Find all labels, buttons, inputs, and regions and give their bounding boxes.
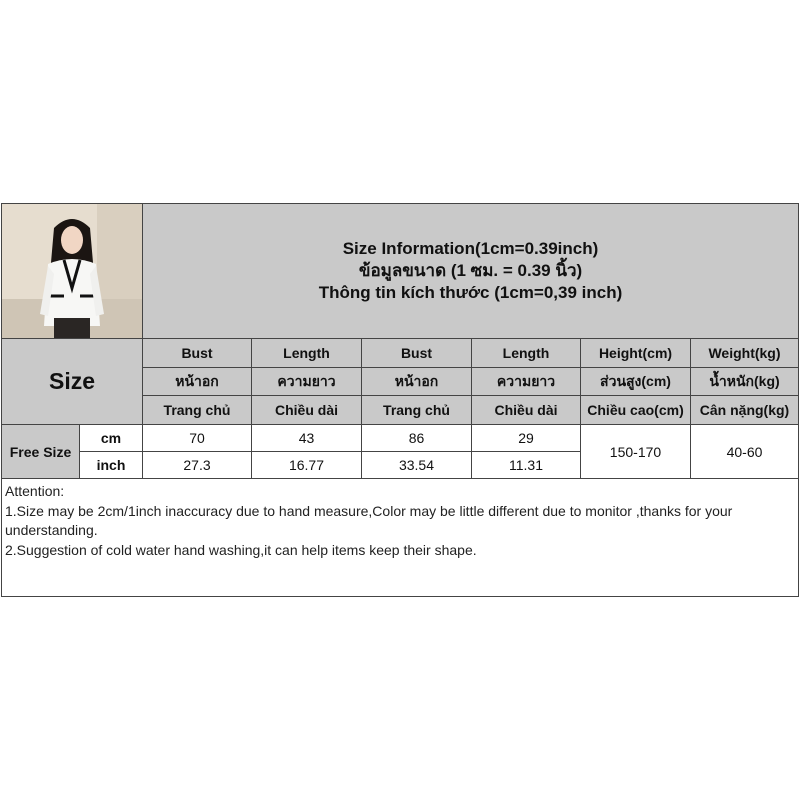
col-header-th: ส่วนสูง(cm) <box>581 368 691 396</box>
notes-heading: Attention: <box>5 483 65 499</box>
col-header-en: Length <box>472 339 581 368</box>
col-header-th: หน้าอก <box>362 368 472 396</box>
height-value: 150-170 <box>581 425 691 479</box>
unit-inch: inch <box>80 452 143 479</box>
col-header-vi: Cân nặng(kg) <box>691 396 798 425</box>
value-cell: 16.77 <box>252 452 362 479</box>
free-size-label: Free Size <box>2 425 80 479</box>
col-header-vi: Chiều cao(cm) <box>581 396 691 425</box>
model-illustration <box>2 204 143 339</box>
col-header-vi: Trang chủ <box>143 396 252 425</box>
col-header-en: Length <box>252 339 362 368</box>
value-cell: 43 <box>252 425 362 452</box>
value-cell: 33.54 <box>362 452 472 479</box>
col-header-en: Bust <box>362 339 472 368</box>
note-line: 1.Size may be 2cm/1inch inaccuracy due to hand measure,Color may be little different due to monitor ,thanks for your <box>5 502 733 519</box>
attention-notes <box>2 479 798 596</box>
note-line: understanding. <box>5 522 98 538</box>
value-cell: 70 <box>143 425 252 452</box>
col-header-en: Height(cm) <box>581 339 691 368</box>
title-english: Size Information(1cm=0.39inch) <box>342 239 599 258</box>
col-header-vi: Chiều dài <box>472 396 581 425</box>
size-chart <box>1 203 799 597</box>
col-header-th: ความยาว <box>472 368 581 396</box>
value-cell: 29 <box>472 425 581 452</box>
title-thai: ข้อมูลขนาด (1 ซม. = 0.39 นิ้ว) <box>358 261 583 280</box>
weight-value: 40-60 <box>691 425 798 479</box>
col-header-th: น้ำหนัก(kg) <box>691 368 798 396</box>
title-vietnamese: Thông tin kích thước (1cm=0,39 inch) <box>318 283 623 302</box>
value-cell: 86 <box>362 425 472 452</box>
col-header-th: ความยาว <box>252 368 362 396</box>
value-cell: 27.3 <box>143 452 252 479</box>
unit-cm: cm <box>80 425 143 452</box>
col-header-th: หน้าอก <box>143 368 252 396</box>
col-header-en: Weight(kg) <box>691 339 798 368</box>
col-header-en: Bust <box>143 339 252 368</box>
col-header-vi: Chiều dài <box>252 396 362 425</box>
title-banner <box>143 204 798 339</box>
size-header: Size <box>2 339 143 425</box>
value-cell: 11.31 <box>472 452 581 479</box>
col-header-vi: Trang chủ <box>362 396 472 425</box>
product-photo <box>2 204 143 339</box>
note-line: 2.Suggestion of cold water hand washing,it can help items keep their shape. <box>5 541 477 558</box>
